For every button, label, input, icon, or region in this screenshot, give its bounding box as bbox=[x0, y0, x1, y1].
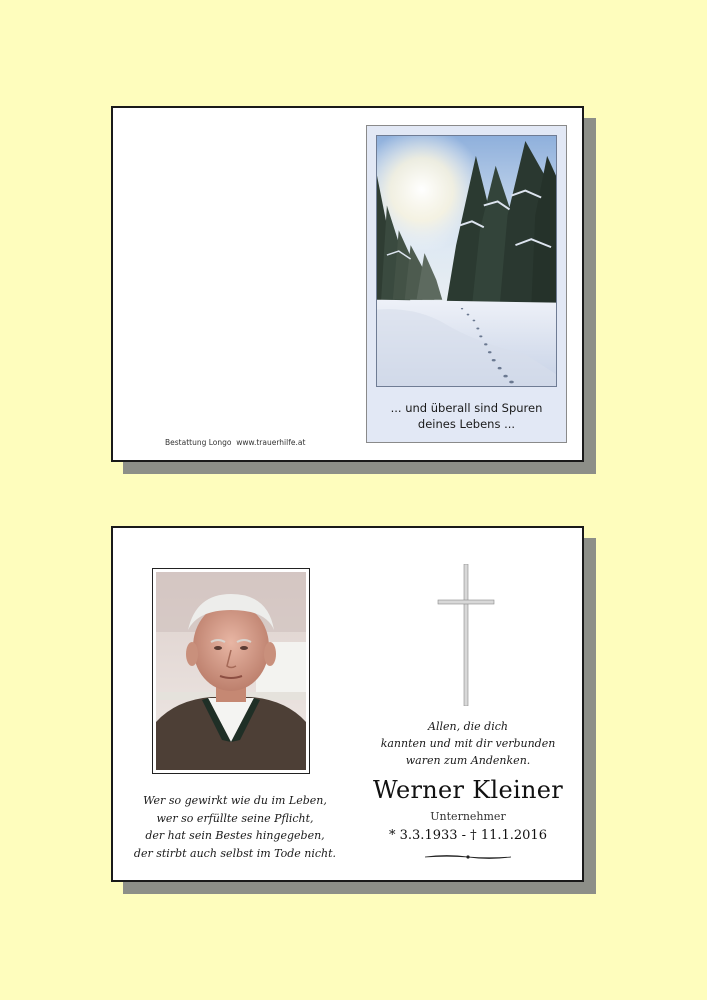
poem-line: der hat sein Bestes hingegeben, bbox=[145, 829, 325, 842]
cover-panel bbox=[366, 125, 567, 443]
deceased-name: Werner Kleiner bbox=[373, 776, 563, 804]
occupation: Unternehmer bbox=[430, 810, 506, 823]
winter-forest-photo bbox=[376, 135, 557, 387]
cover-motto bbox=[367, 400, 566, 432]
poem-line: wer so erfüllte seine Pflicht, bbox=[156, 811, 314, 825]
dedication-text bbox=[358, 718, 578, 769]
portrait-frame bbox=[152, 568, 310, 774]
poem-line: Wer so gewirkt wie du im Leben, bbox=[143, 794, 327, 807]
memorial-card-front bbox=[111, 106, 584, 462]
poem-line: der stirbt auch selbst im Tode nicht. bbox=[133, 846, 337, 860]
dedication-line: Allen, die dich bbox=[428, 720, 508, 733]
motto-line: ... und überall sind Spuren bbox=[390, 401, 543, 415]
cross-icon bbox=[436, 564, 496, 706]
divider-ornament bbox=[425, 853, 511, 861]
life-dates: * 3.3.1933 - † 11.1.2016 bbox=[389, 828, 547, 843]
dedication-line: kannten und mit dir verbunden bbox=[380, 737, 556, 750]
dedication-line: waren zum Andenken. bbox=[405, 754, 531, 767]
funeral-home-website: www.trauerhilfe.at bbox=[236, 438, 306, 447]
funeral-home-name: Bestattung Longo bbox=[165, 438, 232, 447]
memorial-card-inside bbox=[111, 526, 584, 882]
funeral-home-credit bbox=[165, 438, 305, 447]
motto-line: deines Lebens ... bbox=[417, 417, 516, 431]
memorial-poem bbox=[125, 792, 345, 862]
portrait-photo bbox=[156, 572, 306, 770]
